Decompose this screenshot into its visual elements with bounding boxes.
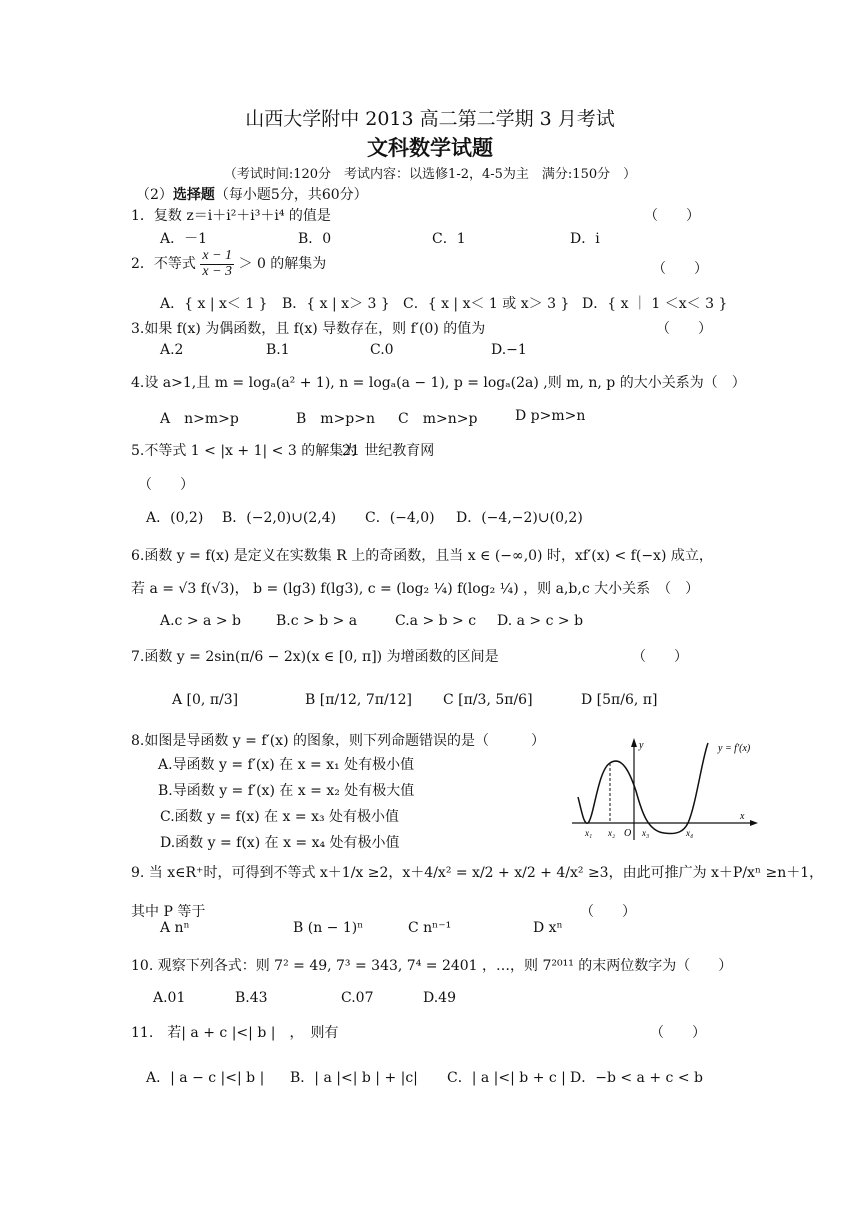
q9-option-b: B (n − 1)ⁿ — [293, 920, 364, 936]
y-axis-label: y — [639, 740, 644, 751]
q4-option-b: B m>p>n — [296, 411, 376, 427]
q6-option-d: D. a > c > b — [497, 613, 584, 629]
q10-option-a: A.01 — [153, 990, 186, 1006]
question-7-stem: 7.函数 y = 2sin(π/6 − 2x)(x ∈ [0, π]) 为增函数的区间是 — [131, 649, 499, 665]
q4-option-c: C m>n>p — [398, 411, 478, 427]
q2-stem-post: ＞ 0 的解集为 — [238, 256, 327, 273]
section-label: （2） — [136, 187, 173, 203]
q5-option-c: C．(−4,0) — [365, 510, 435, 526]
section-note: （每小题5分，共60分） — [214, 187, 368, 203]
q2-numerator: x − 1 — [202, 248, 233, 263]
q2-option-d: D．{ x ｜ 1 ＜x＜ 3 } — [582, 296, 728, 312]
q8-option-a: A.导函数 y = f′(x) 在 x = x₁ 处有极小值 — [158, 757, 415, 773]
q2-fraction — [200, 249, 234, 279]
q3-option-a: A.2 — [160, 342, 184, 358]
q8-option-b: B.导函数 y = f′(x) 在 x = x₂ 处有极大值 — [158, 783, 415, 799]
derivative-curve — [578, 743, 708, 834]
question-3-stem: 3.如果 f(x) 为偶函数，且 f(x) 导数存在，则 f′(0) 的值为 — [131, 321, 486, 337]
question-9-stem: 9. 当 x∈R⁺时，可得到不等式 x＋1/x ≥2，x＋4/x² = x/2 + x/2 + 4/x² ≥3，由此可推广为 x＋P/xⁿ ≥n＋1， — [131, 865, 824, 881]
x1-label: x₁ — [585, 828, 593, 838]
exam-subtitle: 文科数学试题 — [367, 135, 493, 160]
origin-label: O — [624, 828, 632, 839]
q9-option-d: D xⁿ — [533, 920, 563, 936]
answer-paren-3: （ ） — [656, 321, 712, 337]
q11-option-b: B．| a |<| b | + |c| — [290, 1070, 418, 1086]
q11-option-a: A．| a − c |<| b | — [146, 1070, 265, 1086]
q7-option-a: A [0, π/3] — [172, 692, 239, 708]
exam-info: （考试时间:120分 考试内容：以选修1-2，4-5为主 满分:150分 ） — [223, 167, 637, 182]
q9-option-c: C nⁿ⁻¹ — [408, 920, 452, 936]
x4-label: x₄ — [686, 828, 694, 838]
q4-option-d: D p>m>n — [515, 408, 586, 424]
x3-label: x₃ — [642, 828, 650, 838]
answer-paren-5: （ ） — [138, 477, 194, 493]
q1-option-b: B．0 — [298, 231, 332, 247]
q3-option-d: D.−1 — [491, 342, 527, 358]
answer-paren-11: （ ） — [650, 1025, 706, 1041]
q10-option-c: C.07 — [341, 990, 374, 1006]
exam-title: 山西大学附中 2013 高二第二学期 3 月考试 — [245, 108, 615, 130]
q8-option-d: D.函数 y = f(x) 在 x = x₄ 处有极小值 — [160, 835, 400, 851]
q2-option-b: B．{ x | x＞ 3 } — [282, 296, 390, 312]
q3-option-c: C.0 — [370, 342, 394, 358]
q2-option-a: A．{ x | x＜ 1 } — [160, 296, 268, 312]
q2-denominator: x − 3 — [202, 263, 233, 279]
y-axis-arrow-icon — [631, 738, 637, 747]
q2-stem-pre: 2．不等式 — [131, 256, 196, 273]
question-5-stem: 5.不等式 1 < |x + 1| < 3 的解集为 — [131, 443, 358, 459]
section-name: 选择题 — [172, 187, 215, 203]
q9-option-a: A nⁿ — [160, 920, 190, 936]
answer-paren-2: （ ） — [652, 261, 708, 277]
question-4-stem: 4.设 a>1,且 m = logₐ(a² + 1), n = logₐ(a − 1), p = logₐ(2a) ,则 m, n, p 的大小关系为（ ） — [131, 375, 746, 391]
q7-option-d: D [5π/6, π] — [581, 692, 658, 708]
answer-paren-9: （ ） — [580, 904, 636, 920]
q8-option-c: C.函数 y = f(x) 在 x = x₃ 处有极小值 — [160, 809, 400, 825]
question-6-stem-2: 若 a = √3 f(√3)， b = (lg3) f(lg3), c = (log₂ ¼) f(log₂ ¼) ，则 a,b,c 大小关系 （ ） — [131, 581, 700, 597]
q11-option-c: C．| a |<| b + c | — [447, 1070, 566, 1086]
question-11-stem: 11. 若| a + c |<| b | ， 则有 — [131, 1025, 339, 1041]
q6-option-b: B.c > b > a — [276, 613, 358, 629]
q5-option-a: A．(0,2) — [146, 510, 204, 526]
derivative-graph — [572, 735, 764, 843]
q6-option-c: C.a > b > c — [395, 613, 477, 629]
q5-option-b: B．(−2,0)∪(2,4) — [222, 510, 337, 526]
q10-option-b: B.43 — [235, 990, 268, 1006]
q1-option-a: A．－1 — [160, 231, 208, 247]
q2-option-c: C．{ x | x＜ 1 或 x＞ 3 } — [403, 296, 570, 312]
x2-label: x₂ — [608, 828, 616, 838]
q5-option-d: D．(−4,−2)∪(0,2) — [456, 510, 583, 526]
question-2-stem — [131, 249, 326, 279]
q10-option-d: D.49 — [423, 990, 456, 1006]
question-6-stem: 6.函数 y = f(x) 是定义在实数集 R 上的奇函数，且当 x ∈ (−∞,0) 时，xf′(x) < f(−x) 成立， — [131, 548, 713, 564]
q7-option-c: C [π/3, 5π/6] — [443, 692, 533, 708]
x-axis-label: x — [740, 811, 745, 822]
q4-option-a: A n>m>p — [160, 411, 239, 427]
question-8-stem: 8.如图是导函数 y = f′(x) 的图象，则下列命题错误的是（ ） — [131, 733, 545, 749]
answer-paren-1: （ ） — [644, 208, 700, 224]
q1-option-c: C．1 — [432, 231, 466, 247]
question-1-stem: 1．复数 z＝i＋i²＋i³＋i⁴ 的值是 — [131, 208, 331, 224]
function-label: y = f′(x) — [718, 743, 751, 754]
answer-paren-7: （ ） — [632, 649, 688, 665]
q11-option-d: D．−b < a + c < b — [570, 1070, 703, 1086]
question-10-stem: 10. 观察下列各式：则 7² = 49, 7³ = 343, 7⁴ = 2401 ，…，则 7²⁰¹¹ 的末两位数字为（ ） — [131, 958, 733, 974]
q5-watermark: 21 世纪教育网 — [342, 443, 435, 459]
q3-option-b: B.1 — [266, 342, 290, 358]
q6-option-a: A.c > a > b — [160, 613, 241, 629]
x-axis-arrow-icon — [750, 820, 758, 826]
q1-option-d: D．i — [570, 231, 600, 247]
q7-option-b: B [π/12, 7π/12] — [305, 692, 412, 708]
question-9-stem-2: 其中 P 等于 — [131, 904, 206, 920]
section-header — [136, 184, 368, 204]
